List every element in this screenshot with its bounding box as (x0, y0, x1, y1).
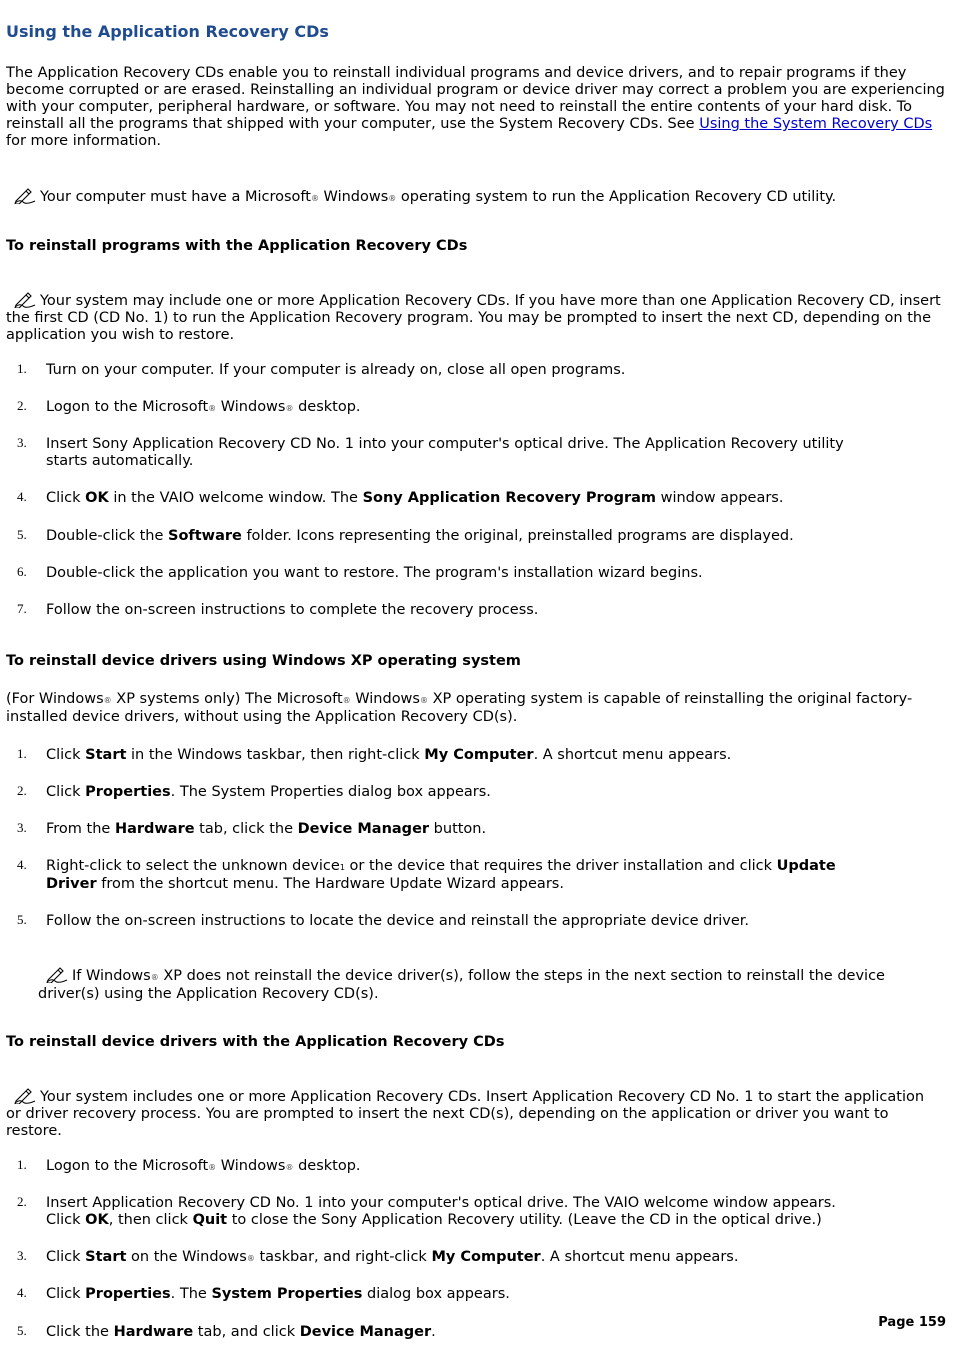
note-pen-icon (14, 186, 36, 204)
section-heading-programs: To reinstall programs with the Application Recovery CDs (6, 238, 468, 254)
section-heading-xp-drivers: To reinstall device drivers using Windows XP operating system (6, 653, 521, 669)
intro-paragraph: The Application Recovery CDs enable you to reinstall individual programs and device drivers, and to repair programs if they become corrupted or are erased. Reinstalling an individual program or device driver may correct a problem you are experiencing with your computer, peripheral hardware, or software. You may not need to reinstall the entire contents of your hard disk. To reinstall all the programs that shipped with your computer, use the System Recovery CDs. See Using the System Recovery CDs for more information. (6, 65, 945, 149)
page-number: Page 159 (878, 1315, 946, 1330)
note-multiple-cds: Your system may include one or more Application Recovery CDs. If you have more than one Application Recovery CD, insert the first CD (CD No. 1) to run the Application Recovery program. You may be prompted to insert the next CD, depending on the application you wish to restore. (6, 290, 941, 344)
note-windows-required: Your computer must have a Microsoft® Windows® operating system to run the Application Recovery CD utility. (6, 186, 836, 207)
page-title: Using the Application Recovery CDs (6, 22, 329, 41)
system-recovery-link[interactable]: Using the System Recovery CDs (699, 116, 933, 132)
footnote-marker: 1 (339, 863, 345, 872)
note-recovery-cds: Your system includes one or more Application Recovery CDs. Insert Application Recovery CD No. 1 to start the application or driver recovery process. You are prompted to insert the next CD(s), depending on the application or driver you want to restore. (6, 1086, 941, 1140)
xp-paragraph: (For Windows® XP systems only) The Microsoft® Windows® XP operating system is capable of reinstalling the original factory-installed device drivers, without using the Application Recovery CD(s). (6, 691, 913, 725)
note-pen-icon (46, 965, 68, 983)
note-pen-icon (14, 1086, 36, 1104)
note-pen-icon (14, 290, 36, 308)
section-heading-recovery-drivers: To reinstall device drivers with the Application Recovery CDs (6, 1034, 505, 1050)
note-xp-fallback: If Windows® XP does not reinstall the device driver(s), follow the steps in the next section to reinstall the device driver(s) using the Application Recovery CD(s). (38, 965, 943, 1003)
